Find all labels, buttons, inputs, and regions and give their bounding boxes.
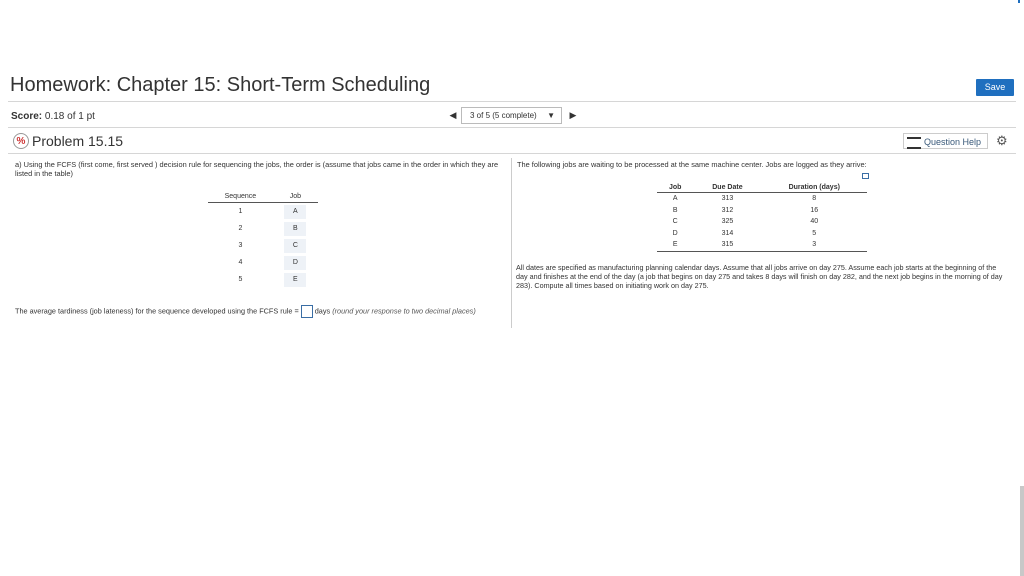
answer-prefix: The average tardiness (job lateness) for the sequence developed using the FCFS rule = bbox=[15, 306, 299, 316]
tardiness-question bbox=[15, 305, 495, 318]
due-date: 314 bbox=[721, 229, 734, 237]
duration: 16 bbox=[810, 206, 819, 214]
score-divider bbox=[8, 127, 1016, 128]
page-title: Homework: Chapter 15: Short-Term Scheduling bbox=[10, 74, 431, 96]
panel-divider bbox=[511, 158, 512, 328]
sequence-number: 2 bbox=[238, 225, 243, 232]
problem-divider bbox=[8, 153, 1016, 154]
sequence-number: 4 bbox=[238, 259, 243, 266]
job-answer-cell[interactable]: C bbox=[284, 239, 306, 253]
gear-icon[interactable]: ⚙ bbox=[996, 133, 1008, 148]
question-help-button[interactable] bbox=[903, 133, 988, 149]
job-id: B bbox=[672, 206, 678, 214]
due-date: 325 bbox=[721, 218, 734, 226]
sequence-number: 1 bbox=[238, 208, 243, 215]
problem-title: Problem 15.15 bbox=[32, 133, 124, 149]
question-help-label: Question Help bbox=[924, 137, 982, 147]
duration: 3 bbox=[762, 239, 868, 251]
job-answer-cell[interactable]: E bbox=[284, 273, 306, 287]
duration: 40 bbox=[810, 218, 819, 226]
job-id: C bbox=[672, 218, 678, 226]
table-row bbox=[657, 205, 867, 217]
table-row bbox=[208, 254, 318, 271]
copy-icon[interactable] bbox=[862, 173, 869, 179]
previous-question-button[interactable] bbox=[446, 107, 460, 124]
chevron-down-icon: ▼ bbox=[547, 111, 555, 120]
score-display bbox=[11, 111, 95, 122]
question-prompt: a) Using the FCFS (first come, first served ) decision rule for sequencing the jobs, the order is (assume that jobs came in the order in which they are listed in the table) bbox=[15, 160, 499, 178]
sequence-header: Sequence bbox=[208, 191, 273, 203]
header-divider bbox=[8, 101, 1016, 102]
table-row bbox=[208, 203, 318, 221]
next-question-button[interactable] bbox=[566, 107, 580, 124]
question-selector-dropdown[interactable] bbox=[461, 107, 562, 124]
job-answer-cell[interactable]: D bbox=[284, 256, 306, 270]
due-date: 312 bbox=[721, 206, 734, 214]
job-header: Job bbox=[273, 191, 318, 203]
tardiness-answer-input[interactable] bbox=[301, 305, 313, 318]
table-row bbox=[657, 228, 867, 240]
duration-header: Duration (days) bbox=[762, 183, 868, 193]
scrollbar[interactable] bbox=[1020, 486, 1024, 576]
job-header: Job bbox=[657, 183, 693, 193]
due-date: 313 bbox=[721, 195, 734, 202]
table-row bbox=[208, 237, 318, 254]
table-row bbox=[208, 271, 318, 288]
top-accent-mark bbox=[1018, 0, 1020, 3]
triangle-left-icon: ◀ bbox=[449, 110, 457, 120]
job-answer-cell[interactable]: A bbox=[284, 205, 306, 219]
save-button[interactable]: Save bbox=[976, 79, 1014, 96]
table-row bbox=[657, 239, 867, 251]
sequence-number: 5 bbox=[238, 276, 243, 283]
answer-unit: days bbox=[314, 306, 331, 316]
sequence-number: 3 bbox=[238, 242, 243, 249]
job-id: D bbox=[672, 229, 678, 237]
due-date-header: Due Date bbox=[693, 183, 761, 193]
sequence-table bbox=[208, 191, 318, 288]
triangle-right-icon: ▶ bbox=[569, 110, 577, 120]
assumptions-paragraph: All dates are specified as manufacturing planning calendar days. Assume that all jobs arrive on day 275. Assume each job starts at the beginning of the day and finishes at the end of the day (a job that begins on day 275 and takes 8 days will finish on day 282, and the next job begins in the morning of day 283). Compute all times based on initiating work on day 275. bbox=[516, 263, 1003, 290]
question-position: 3 of 5 (5 complete) bbox=[470, 111, 537, 120]
partial-credit-icon: % bbox=[13, 133, 29, 149]
job-answer-cell[interactable]: B bbox=[284, 222, 306, 236]
table-row bbox=[208, 220, 318, 237]
table-row bbox=[657, 216, 867, 228]
job-id: A bbox=[672, 195, 678, 202]
due-date: 315 bbox=[693, 239, 761, 251]
jobs-intro: The following jobs are waiting to be processed at the same machine center. Jobs are logged as they arrive: bbox=[517, 160, 867, 169]
table-row bbox=[657, 193, 867, 205]
job-id: E bbox=[657, 239, 693, 251]
duration: 8 bbox=[812, 195, 817, 202]
answer-hint: (round your response to two decimal places) bbox=[332, 306, 476, 316]
list-icon bbox=[907, 137, 921, 149]
jobs-table bbox=[657, 183, 867, 252]
score-value: 0.18 of 1 pt bbox=[44, 111, 95, 122]
score-label: Score: bbox=[11, 111, 43, 122]
duration: 5 bbox=[812, 229, 817, 237]
